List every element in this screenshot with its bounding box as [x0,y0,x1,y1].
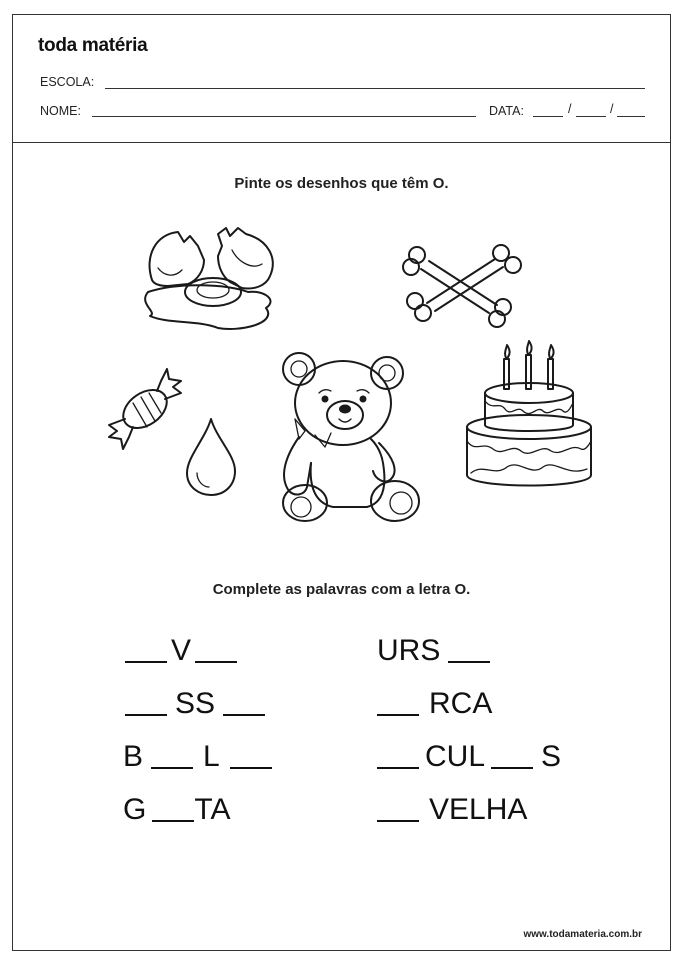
word-fragment: SS [175,687,216,720]
letter-blank[interactable] [125,714,167,716]
word-fragment: VELHA [429,793,528,826]
word-fragment: RCA [429,687,493,720]
date-label: DATA: [489,104,524,118]
footer-website[interactable]: www.todamateria.com.br [523,929,642,940]
word-exercise-8 [373,789,527,827]
date-year-field[interactable] [617,116,645,117]
letter-blank[interactable] [152,820,194,822]
drop-picture[interactable] [181,417,241,497]
word-fragment: URS [377,634,441,667]
letter-blank[interactable] [223,714,265,716]
word-fragment: B [123,740,144,773]
logo: toda matéria [38,35,148,56]
school-label: ESCOLA: [40,75,95,89]
header [13,15,670,143]
letter-blank[interactable] [448,661,490,663]
letter-blank[interactable] [377,767,419,769]
word-exercise-1 [121,630,241,668]
word-fragment: G [123,793,147,826]
date-day-field[interactable] [533,116,563,117]
instruction-paint: Pinte os desenhos que têm O. [234,175,449,192]
letter-blank[interactable] [230,767,272,769]
school-field[interactable] [105,88,645,89]
word-fragment: S [541,740,562,773]
name-label: NOME: [40,104,81,118]
word-exercise-4 [123,789,230,827]
teddy-bear-picture[interactable] [275,347,425,529]
word-exercise-5 [377,630,494,668]
word-fragment: CUL [425,740,486,773]
letter-blank[interactable] [377,714,419,716]
date-month-field[interactable] [576,116,606,117]
instruction-complete: Complete as palavras com a letra O. [212,581,471,598]
letter-blank[interactable] [491,767,533,769]
word-exercise-2 [121,683,269,721]
word-fragment: L [203,740,220,773]
word-fragment: V [171,634,192,667]
cake-picture[interactable] [453,345,598,495]
letter-blank[interactable] [125,661,167,663]
date-separator: / [610,102,614,116]
name-field[interactable] [92,116,476,117]
letter-blank[interactable] [195,661,237,663]
candy-picture[interactable] [103,367,187,451]
word-exercise-3 [123,736,276,774]
egg-picture[interactable] [138,220,283,332]
word-fragment: TA [194,793,231,826]
letter-blank[interactable] [377,820,419,822]
letter-blank[interactable] [151,767,193,769]
date-separator: / [568,102,572,116]
word-exercise-7 [373,736,561,774]
word-exercise-6 [373,683,492,721]
bone-picture[interactable] [403,243,521,325]
worksheet [12,14,671,951]
